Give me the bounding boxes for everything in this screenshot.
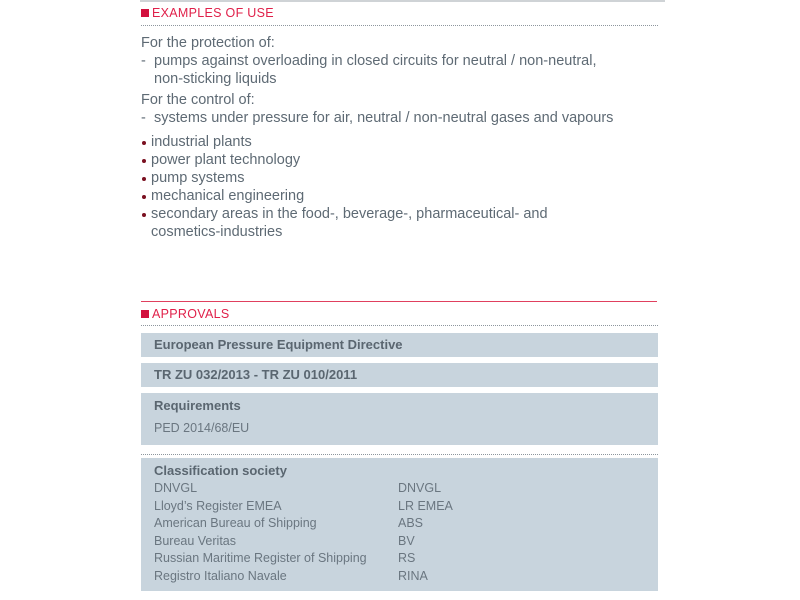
dash-marker: - <box>141 53 146 69</box>
dotted-divider <box>141 25 658 26</box>
list-item-text: power plant technology <box>151 152 301 168</box>
classification-box <box>141 458 658 591</box>
list-item <box>141 205 658 223</box>
bullet-icon <box>142 141 146 145</box>
list-item <box>141 187 658 205</box>
applications-list <box>141 133 658 241</box>
protection-item-text: pumps against overloading in closed circuits for neutral / non-neutral, <box>154 53 597 69</box>
list-item <box>141 151 658 169</box>
dotted-divider <box>141 454 658 455</box>
classification-row <box>154 480 658 498</box>
examples-section-title <box>141 4 658 22</box>
list-item-text: secondary areas in the food-, beverage-, pharmaceutical- and <box>151 206 548 222</box>
datasheet-page <box>141 0 658 583</box>
section-square-icon <box>141 9 149 17</box>
society-code: RS <box>398 551 416 565</box>
list-item-text: mechanical engineering <box>151 188 305 204</box>
tr-label: TR ZU 032/2013 - TR ZU 010/2011 <box>154 367 358 382</box>
control-heading: For the control of: <box>141 92 255 108</box>
requirements-box <box>141 393 658 445</box>
list-item-text: pump systems <box>151 170 245 186</box>
society-name: Bureau Veritas <box>154 533 236 548</box>
bullet-icon <box>142 159 146 163</box>
society-code: BV <box>398 533 415 548</box>
bullet-icon <box>142 213 146 217</box>
list-item <box>141 133 658 151</box>
protection-item <box>141 52 658 70</box>
society-code: ABS <box>398 516 424 530</box>
list-item-text: industrial plants <box>151 134 252 150</box>
section-square-icon <box>141 310 149 318</box>
tr-box <box>141 363 658 387</box>
directive-box <box>141 333 658 357</box>
society-name: Registro Italiano Navale <box>154 568 287 583</box>
approvals-section-title <box>141 305 658 323</box>
requirements-value: PED 2014/68/EU <box>154 421 250 435</box>
society-name: American Bureau of Shipping <box>154 516 317 530</box>
requirements-heading: Requirements <box>154 398 241 413</box>
red-divider <box>141 301 657 302</box>
classification-row <box>154 568 658 586</box>
society-name: Lloyd’s Register EMEA <box>154 498 282 513</box>
protection-item-cont: non-sticking liquids <box>154 71 277 87</box>
approvals-title-text: APPROVALS <box>152 307 230 321</box>
society-code: LR EMEA <box>398 498 453 513</box>
classification-row <box>154 533 658 551</box>
list-item <box>141 169 658 187</box>
bullet-icon <box>142 195 146 199</box>
classification-heading: Classification society <box>154 463 287 478</box>
classification-row <box>154 550 658 568</box>
list-item-cont: cosmetics-industries <box>151 224 283 240</box>
approvals-section <box>141 305 658 597</box>
dotted-divider <box>141 325 658 326</box>
classification-row <box>154 515 658 533</box>
examples-title-text: EXAMPLES OF USE <box>152 6 274 20</box>
classification-table <box>154 480 658 585</box>
protection-heading: For the protection of: <box>141 35 275 51</box>
society-code: RINA <box>398 568 428 583</box>
directive-label: European Pressure Equipment Directive <box>154 337 403 352</box>
society-name: Russian Maritime Register of Shipping <box>154 551 367 565</box>
examples-body <box>141 34 658 241</box>
society-name: DNVGL <box>154 481 198 495</box>
dash-marker: - <box>141 110 146 126</box>
control-item-text: systems under pressure for air, neutral / non-neutral gases and vapours <box>154 110 614 126</box>
bullet-icon <box>142 177 146 181</box>
classification-row <box>154 498 658 516</box>
society-code: DNVGL <box>398 481 442 495</box>
control-item <box>141 109 658 127</box>
